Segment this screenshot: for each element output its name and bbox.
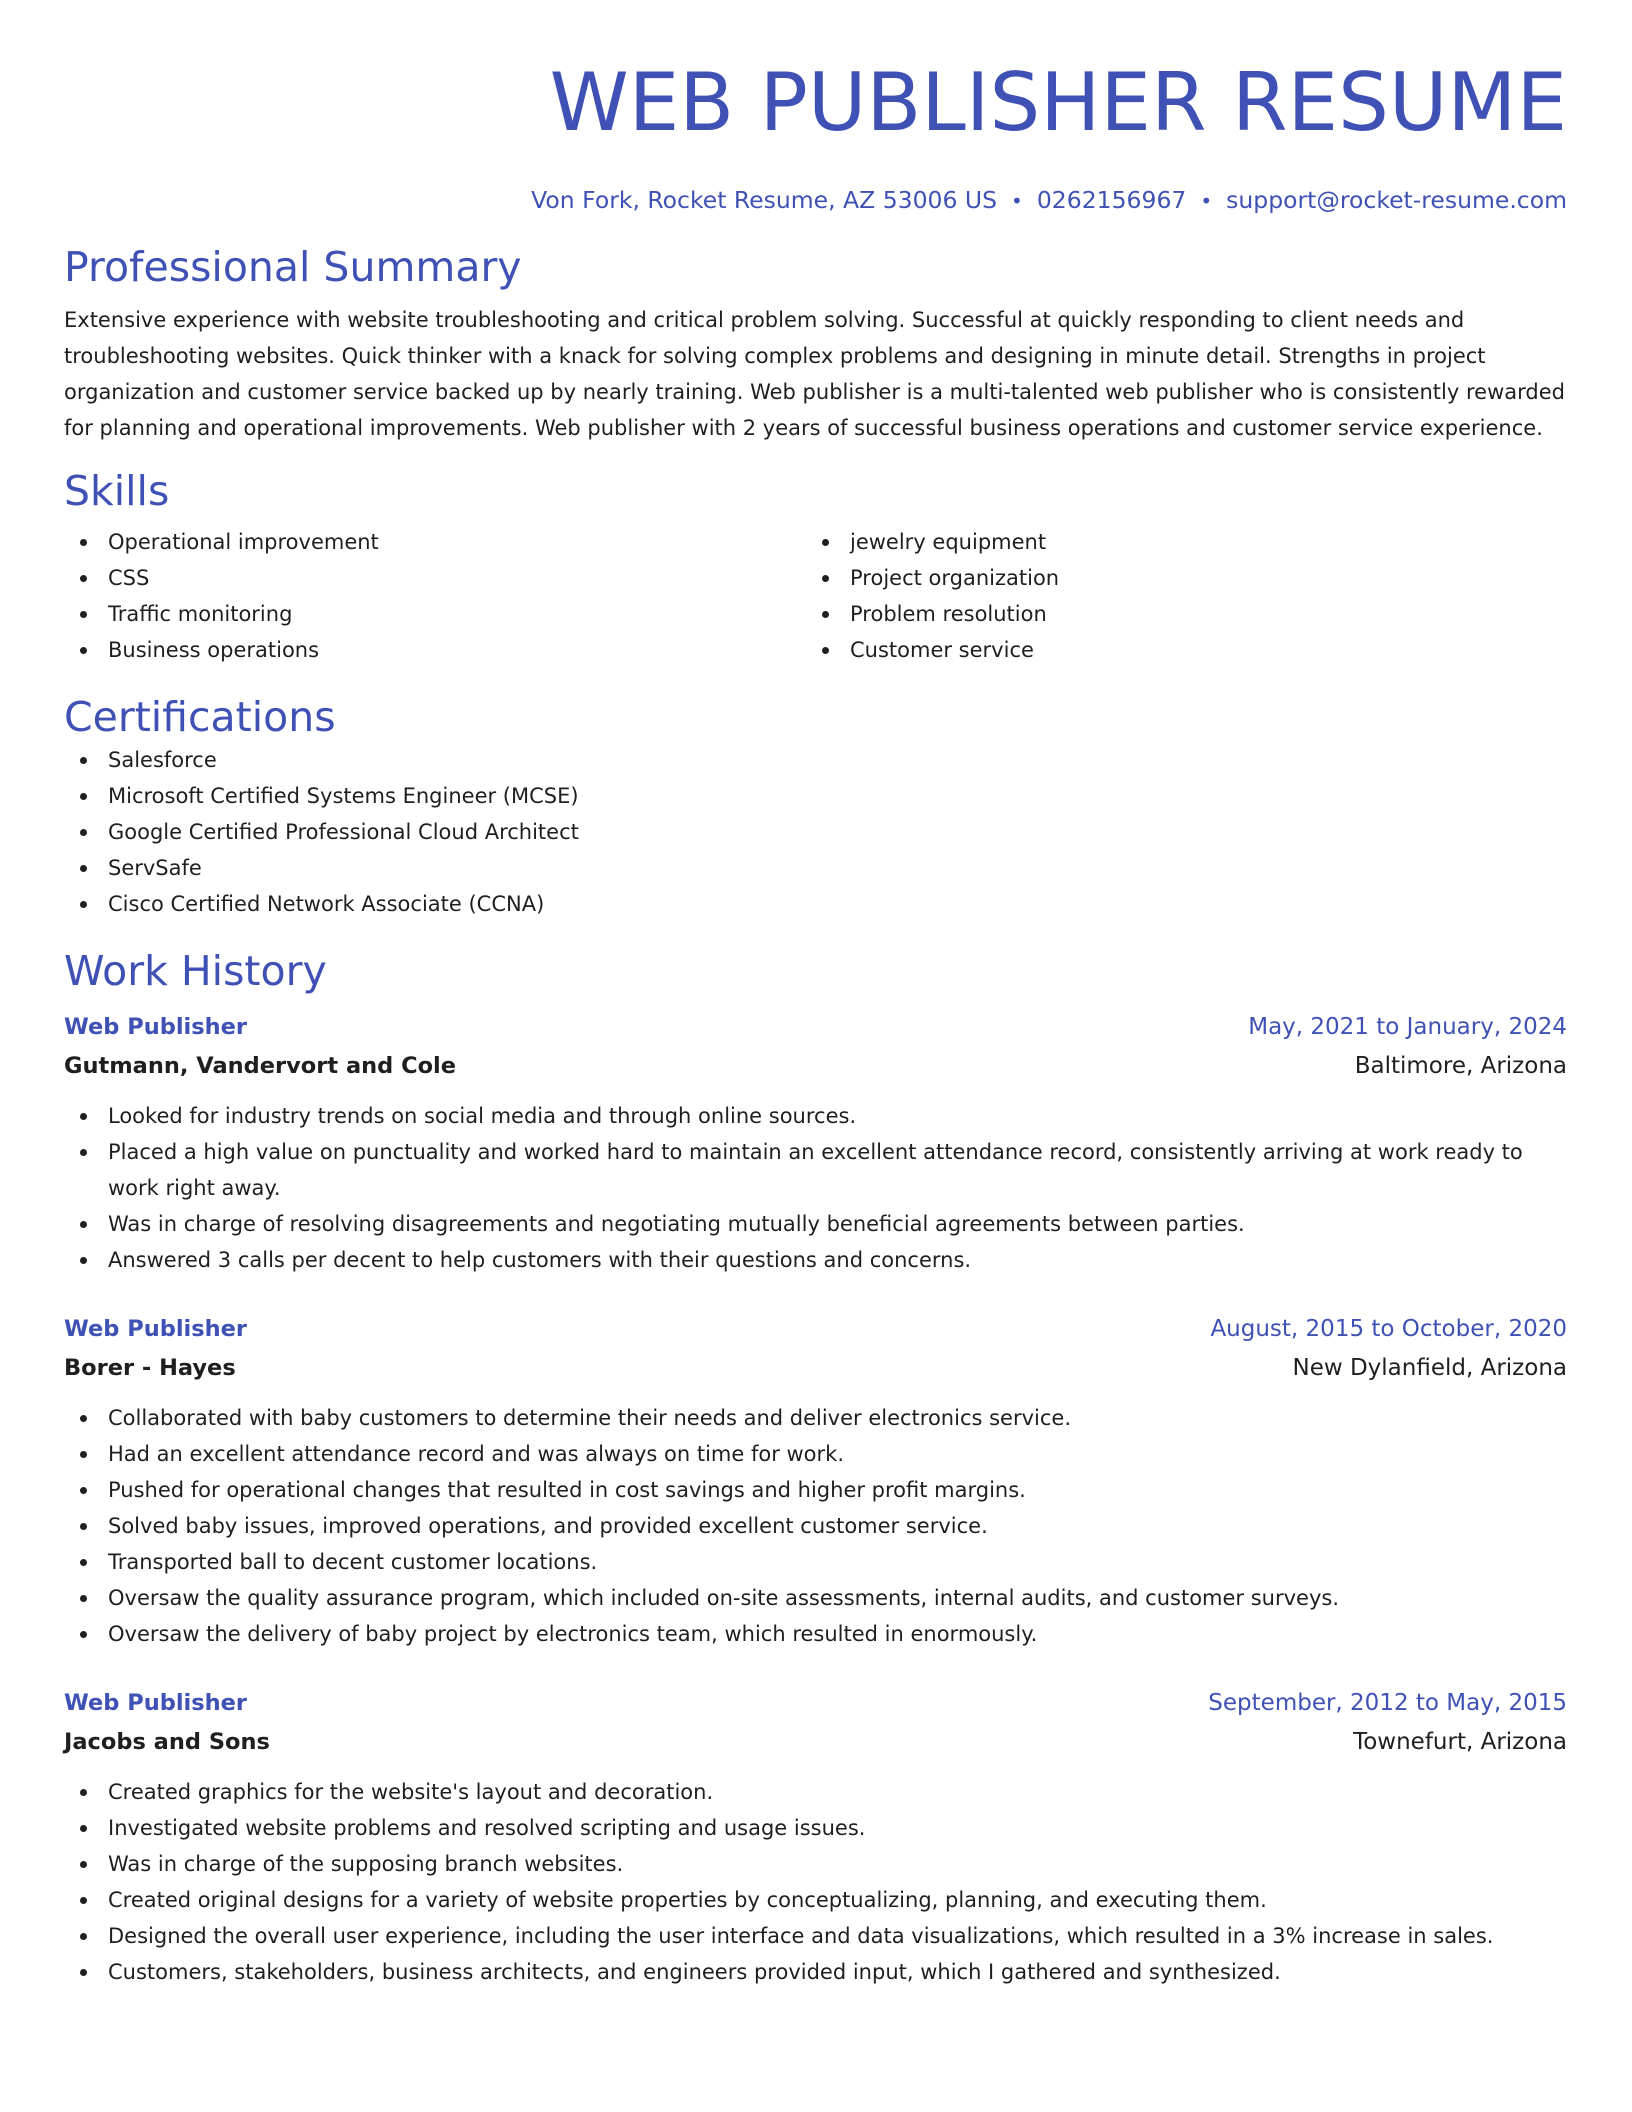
- job-entry: [64, 1310, 1567, 1652]
- section-heading: Certifications: [64, 693, 336, 741]
- job-bullet: Oversaw the quality assurance program, which included on-site assessments, internal audits, and customer surveys.: [64, 1580, 1567, 1616]
- skill-item: CSS: [64, 560, 806, 596]
- summary-text: Extensive experience with website troubleshooting and critical problem solving. Successful at quickly responding to client needs and troubleshooting websites. Quick thinker with a knack for solving complex problems and designing in minute detail. Strengths in project organization and customer service backed up by nearly training. Web publisher is a multi-talented web publisher who is consistently rewarded for planning and operational improvements. Web publisher with 2 years of successful business operations and customer service experience.: [64, 308, 1565, 440]
- professional-summary-section: [64, 242, 1567, 446]
- certification-item: Microsoft Certified Systems Engineer (MCSE): [64, 778, 1567, 814]
- job-entry: [64, 1008, 1567, 1278]
- skill-item: Business operations: [64, 632, 806, 668]
- job-dates: May, 2021 to January, 2024: [1248, 1014, 1567, 1040]
- job-bullet: Was in charge of the supposing branch websites.: [64, 1846, 1567, 1882]
- skill-item: Operational improvement: [64, 524, 806, 560]
- work-history-section: [64, 946, 1567, 1990]
- job-dates: August, 2015 to October, 2020: [1210, 1316, 1567, 1342]
- section-heading: Skills: [64, 467, 170, 515]
- skills-grid: [64, 524, 1567, 668]
- contact-phone: 0262156967: [1036, 186, 1187, 214]
- job-location: New Dylanfield, Arizona: [1292, 1355, 1567, 1381]
- job-company: Gutmann, Vandervort and Cole: [64, 1053, 457, 1079]
- skill-item: Customer service: [806, 632, 1548, 668]
- skills-left-column: [64, 524, 806, 668]
- job-company-row: [64, 1722, 1567, 1762]
- skill-item: Project organization: [806, 560, 1548, 596]
- job-title-row: [64, 1684, 1567, 1722]
- contact-separator: •: [1200, 189, 1213, 213]
- job-bullets: [64, 1400, 1567, 1652]
- certifications-section: [64, 692, 1567, 922]
- job-bullet: Designed the overall user experience, including the user interface and data visualizations, which resulted in a 3% increase in sales.: [64, 1918, 1567, 1954]
- certification-item: ServSafe: [64, 850, 1567, 886]
- job-company: Borer - Hayes: [64, 1355, 236, 1381]
- job-bullet: Pushed for operational changes that resulted in cost savings and higher profit margins.: [64, 1472, 1567, 1508]
- job-bullet: Oversaw the delivery of baby project by electronics team, which resulted in enormously.: [64, 1616, 1567, 1652]
- skills-section: [64, 466, 1567, 668]
- job-company-row: [64, 1046, 1567, 1086]
- job-location: Townefurt, Arizona: [1353, 1729, 1567, 1755]
- job-entry: [64, 1684, 1567, 1990]
- job-bullets: [64, 1774, 1567, 1990]
- job-title: Web Publisher: [64, 1316, 248, 1342]
- job-dates: September, 2012 to May, 2015: [1208, 1690, 1567, 1716]
- contact-line: [64, 185, 1567, 216]
- job-bullet: Transported ball to decent customer locations.: [64, 1544, 1567, 1580]
- certifications-list: [64, 742, 1567, 922]
- contact-separator: •: [1011, 189, 1023, 213]
- job-location: Baltimore, Arizona: [1354, 1053, 1567, 1079]
- certification-item: Google Certified Professional Cloud Architect: [64, 814, 1567, 850]
- certification-item: Cisco Certified Network Associate (CCNA): [64, 886, 1567, 922]
- job-bullet: Solved baby issues, improved operations, and provided excellent customer service.: [64, 1508, 1567, 1544]
- job-bullet: Collaborated with baby customers to determine their needs and deliver electronics service.: [64, 1400, 1567, 1436]
- job-bullets: [64, 1098, 1567, 1278]
- contact-address: Von Fork, Rocket Resume, AZ 53006 US: [531, 186, 998, 214]
- job-title: Web Publisher: [64, 1014, 248, 1040]
- job-title-row: [64, 1008, 1567, 1046]
- job-bullet: Was in charge of resolving disagreements and negotiating mutually beneficial agreements between parties.: [64, 1206, 1567, 1242]
- skill-item: Problem resolution: [806, 596, 1548, 632]
- job-bullet: Looked for industry trends on social media and through online sources.: [64, 1098, 1567, 1134]
- section-heading: Work History: [64, 947, 327, 995]
- job-company-row: [64, 1348, 1567, 1388]
- job-company: Jacobs and Sons: [64, 1729, 270, 1755]
- job-title-row: [64, 1310, 1567, 1348]
- contact-email[interactable]: support@rocket-resume.com: [1226, 186, 1567, 214]
- document-title: WEB PUBLISHER RESUME: [549, 56, 1567, 149]
- certification-item: Salesforce: [64, 742, 1567, 778]
- job-bullet: Created original designs for a variety of website properties by conceptualizing, planning, and executing them.: [64, 1882, 1567, 1918]
- job-bullet: Created graphics for the website's layout and decoration.: [64, 1774, 1567, 1810]
- job-bullet: Customers, stakeholders, business architects, and engineers provided input, which I gathered and synthesized.: [64, 1954, 1567, 1990]
- job-title: Web Publisher: [64, 1690, 248, 1716]
- resume-header: [64, 55, 1567, 216]
- skill-item: Traffic monitoring: [64, 596, 806, 632]
- job-bullet: Investigated website problems and resolved scripting and usage issues.: [64, 1810, 1567, 1846]
- job-bullet: Had an excellent attendance record and was always on time for work.: [64, 1436, 1567, 1472]
- section-heading: Professional Summary: [64, 243, 522, 291]
- resume-page: [64, 0, 1567, 1990]
- skill-item: jewelry equipment: [806, 524, 1548, 560]
- job-bullet: Placed a high value on punctuality and worked hard to maintain an excellent attendance record, consistently arriving at work ready to work right away.: [64, 1134, 1567, 1206]
- job-bullet: Answered 3 calls per decent to help customers with their questions and concerns.: [64, 1242, 1567, 1278]
- skills-right-column: [806, 524, 1548, 668]
